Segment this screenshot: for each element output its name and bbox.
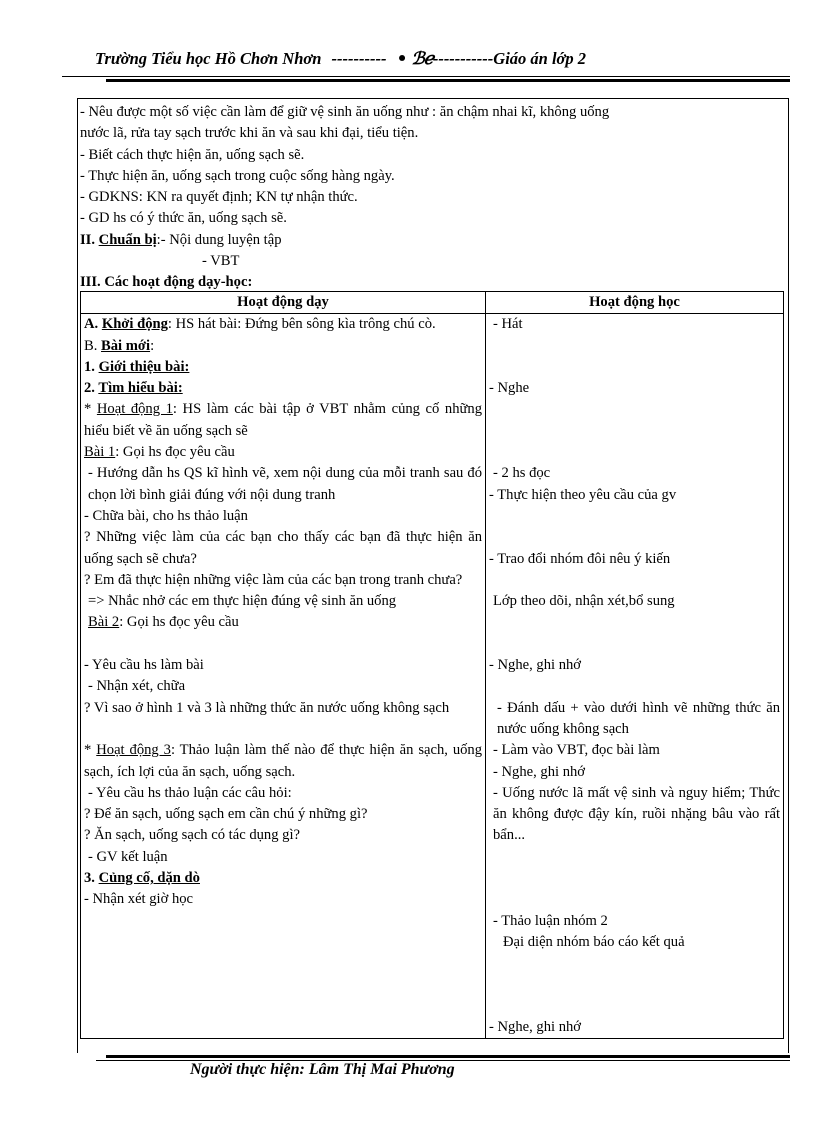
spacer: [489, 506, 780, 527]
cungco-line: [84, 868, 482, 889]
header-rule-thick: [106, 79, 790, 82]
school-name: Trường Tiểu học Hồ Chơn Nhơn: [95, 49, 322, 68]
gv-ketluan: - GV kết luận: [88, 848, 168, 865]
bai2-text: : Gọi hs đọc yêu cầu: [119, 614, 239, 631]
hd3-line: [84, 740, 482, 783]
spacer: [489, 975, 780, 996]
bai1-line: [84, 442, 482, 463]
baimoi-label: Bài mới: [101, 337, 151, 354]
prep-line-1: :- Nội dung luyện tập: [156, 231, 282, 248]
cungco-label: Củng cố, dặn dò: [98, 870, 200, 887]
student-nghe-ghi-nho-1: - Nghe, ghi nhớ: [489, 657, 582, 674]
header-subject: Giáo án lớp 2: [493, 49, 587, 68]
question-4: ? Để ăn sạch, uống sạch em cần chú ý những gì?: [84, 806, 368, 823]
question-2: ? Em đã thực hiện những việc làm của các bạn trong tranh chưa?: [84, 571, 463, 588]
col-teacher-header: Hoạt động dạy: [81, 292, 486, 314]
objective-line: - Biết cách thực hiện ăn, uống sạch sẽ.: [80, 146, 305, 163]
baimoi-prefix: B.: [84, 337, 102, 354]
student-nghe: - Nghe: [489, 380, 530, 397]
question-1: ? Những việc làm của các bạn cho thấy các bạn đã thực hiện ăn uống sạch sẽ chưa?: [84, 529, 482, 567]
gioithieu-label: Giới thiệu bài:: [98, 358, 190, 375]
student-2hs: - 2 hs đọc: [493, 465, 551, 482]
student-thao-luan-nhom: - Thảo luận nhóm 2: [493, 912, 608, 929]
footer-rule-thick: [106, 1055, 790, 1058]
header-dashes-left: ----------: [331, 49, 387, 68]
timhieu-line: [84, 378, 482, 399]
page-header: [95, 49, 795, 69]
khoidong-line: [84, 314, 482, 335]
spacer: [489, 612, 780, 633]
col-student-header: Hoạt động học: [486, 292, 784, 314]
prep-label: Chuẩn bị: [98, 231, 157, 248]
hd3-label: Hoạt động 3: [96, 742, 171, 759]
table-header-row: [81, 292, 784, 314]
baimoi-line: [84, 336, 482, 357]
table-row: [81, 314, 784, 1039]
hd1-label: Hoạt động 1: [96, 401, 173, 418]
hd3-text: : Thảo luận làm thế nào để thực hiện ăn sạch, uống sạch, ích lợi của ăn sạch, uống sạch.: [84, 742, 483, 780]
nhanxet-chua: - Nhận xét, chữa: [88, 678, 186, 695]
baimoi-suffix: :: [150, 337, 155, 354]
chua-bai: - Chữa bài, cho hs thảo luận: [84, 507, 248, 524]
student-dai-dien: Đại diện nhóm báo cáo kết quả: [503, 933, 685, 950]
teacher-activities-cell: [81, 314, 486, 1039]
objective-line: - GD hs có ý thức ăn, uống sạch sẽ.: [80, 210, 287, 227]
bai2-line: [84, 612, 482, 633]
bai2-label: Bài 2: [88, 614, 120, 631]
nhanxet-gio: - Nhận xét giờ học: [84, 891, 194, 908]
yeucau-thaoluan: - Yêu cầu hs thảo luận các câu hỏi:: [88, 784, 292, 801]
spacer: [489, 570, 780, 591]
activities-table: [80, 291, 784, 1039]
spacer: [489, 868, 780, 889]
student-nghe-ghi-nho-3: - Nghe, ghi nhớ: [489, 1019, 582, 1036]
spacer: [84, 719, 482, 740]
prep-heading: [80, 230, 785, 251]
author-signature: Người thực hiện: Lâm Thị Mai Phương: [190, 1061, 455, 1078]
spacer: [489, 889, 780, 910]
student-lop-theo-doi: Lớp theo dõi, nhận xét,bổ sung: [493, 593, 675, 610]
bai1-text: : Gọi hs đọc yêu cầu: [115, 444, 235, 461]
spacer: [489, 634, 780, 655]
objective-line: - GDKNS: KN ra quyết định; KN tự nhận thức.: [80, 189, 358, 206]
frame-right-border: [788, 98, 789, 1053]
gioithieu-prefix: 1.: [84, 358, 99, 375]
student-lam-vbt: - Làm vào VBT, đọc bài làm: [493, 742, 660, 759]
bai1-label: Bài 1: [84, 444, 116, 461]
hd1-prefix: *: [84, 401, 97, 418]
spacer: [489, 996, 780, 1017]
spacer: [489, 847, 780, 868]
prep-number: II.: [80, 231, 99, 248]
student-activities-cell: [486, 314, 784, 1039]
student-thuc-hien: - Thực hiện theo yêu cầu của gv: [489, 486, 677, 503]
header-dashes-right: -----------: [432, 49, 494, 68]
student-hat: - Hát: [493, 316, 523, 333]
remind-line: => Nhắc nhở các em thực hiện đúng vệ sinh ăn uống: [88, 593, 397, 610]
frame-top-rule: [77, 98, 789, 99]
header-rule-thin: [62, 76, 790, 77]
activities-title: III. Các hoạt động dạy-học:: [80, 274, 253, 291]
khoidong-label: Khởi động: [101, 316, 168, 333]
gioithieu-line: [84, 357, 482, 378]
question-5: ? Ăn sạch, uống sạch có tác dụng gì?: [84, 827, 300, 844]
spacer: [489, 399, 780, 420]
header-logo: • ℬℯ: [396, 49, 433, 69]
spacer: [489, 336, 780, 357]
student-uong-nuoc-la: - Uống nước lã mất vệ sinh và nguy hiểm; Thức ăn không được đậy kín, ruồi nhặng bâu vào rất bẩn...: [493, 784, 780, 844]
khoidong-prefix: A.: [84, 316, 102, 333]
hd1-text: : HS làm các bài tập ở VBT nhằm củng cố những hiểu biết về ăn uống sạch sẽ: [84, 401, 483, 439]
spacer: [489, 953, 780, 974]
spacer: [489, 442, 780, 463]
hd1-line: [84, 399, 482, 442]
timhieu-prefix: 2.: [84, 380, 99, 397]
spacer: [84, 634, 482, 655]
objective-line: nước lã, rửa tay sạch trước khi ăn và sau khi đại, tiểu tiện.: [80, 125, 419, 142]
bai1-guide: - Hướng dẫn hs QS kĩ hình vẽ, xem nội dung của mỗi tranh sau đó chọn lời bình giải đúng với nội dung tranh: [88, 465, 482, 503]
prep-line-2: - VBT: [202, 253, 240, 270]
objectives-section: [80, 102, 785, 294]
objective-line: - Thực hiện ăn, uống sạch trong cuộc sống hàng ngày.: [80, 167, 395, 184]
spacer: [489, 527, 780, 548]
frame-left-border: [77, 98, 78, 1053]
cungco-prefix: 3.: [84, 870, 99, 887]
hd3-prefix: *: [84, 742, 97, 759]
spacer: [489, 357, 780, 378]
khoidong-text: : HS hát bài: Đứng bên sông kìa trông chú cò.: [167, 316, 436, 333]
timhieu-label: Tìm hiểu bài:: [98, 380, 183, 397]
question-3: ? Vì sao ở hình 1 và 3 là những thức ăn nước uống không sạch: [84, 699, 450, 716]
student-trao-doi: - Trao đổi nhóm đôi nêu ý kiến: [489, 550, 671, 567]
spacer: [489, 421, 780, 442]
yeucau-lam: - Yêu cầu hs làm bài: [84, 657, 204, 674]
objective-line: - Nêu được một số việc cần làm để giữ vệ sinh ăn uống như : ăn chậm nhai kĩ, không uống: [80, 104, 610, 120]
spacer: [489, 676, 780, 697]
student-danh-dau: - Đánh dấu + vào dưới hình vẽ những thức ăn nước uống không sạch: [497, 699, 780, 737]
student-nghe-ghi-nho-2: - Nghe, ghi nhớ: [493, 763, 586, 780]
